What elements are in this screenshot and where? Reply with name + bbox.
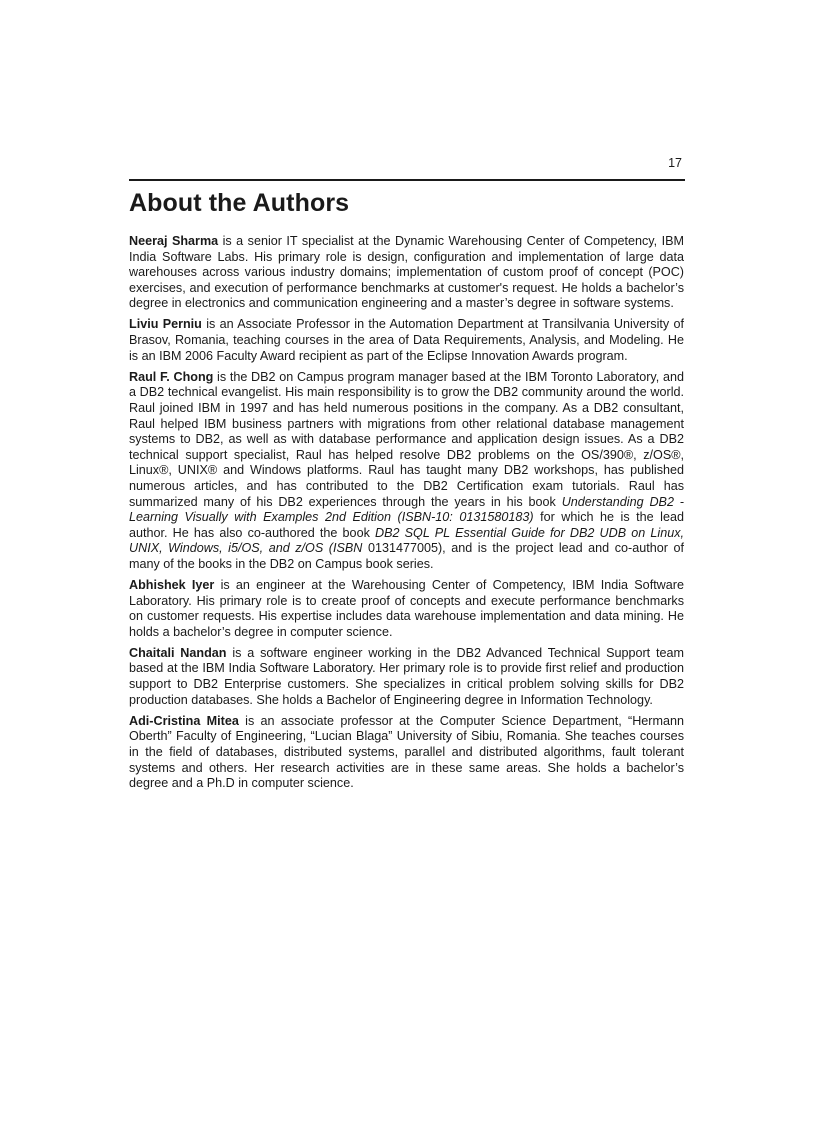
author-bio-text: for which he is the lead author. He has also co-authored the book: [129, 510, 684, 540]
header-rule: [129, 179, 685, 181]
bio-liviu-perniu: [129, 317, 684, 364]
author-bio-text: is a software engineer working in the DB2 Advanced Technical Support team based at the IBM India Software Laboratory. Her primary role is to provide first relief and production support to DB2 Enterprise customers. She specializes in critical problem solving skills for DB2 production databases. She holds a Bachelor of Engineering degree in Information Technology.: [129, 645, 684, 707]
author-bio-text: is the DB2 on Campus program manager based at the IBM Toronto Laboratory, and a DB2 technical evangelist. His main responsibility is to grow the DB2 community around the world. Raul joined IBM in 1997 and has held numerous positions in the company. As a DB2 consultant, Raul helped IBM business partners with migrations from other relational database management systems to DB2, as well as with database performance and application design issues. As a DB2 technical support specialist, Raul has helped resolve DB2 problems on the OS/390®, z/OS®, Linux®, UNIX® and Windows platforms. Raul has taught many DB2 workshops, has published numerous articles, and has contributed to the DB2 Certification exam tutorials. Raul has summarized many of his DB2 experiences through the years in his book: [129, 369, 684, 509]
book-title: Understanding DB2 - Learning Visually with Examples 2nd Edition (ISBN-10: 0131580183): [129, 494, 684, 525]
page-number: 17: [668, 156, 682, 170]
author-name: Chaitali Nandan: [129, 645, 227, 660]
author-bios: [129, 234, 684, 797]
bio-adi-cristina-mitea: [129, 714, 684, 792]
author-name: Liviu Perniu: [129, 317, 202, 332]
page-title: About the Authors: [129, 189, 350, 217]
author-bio-text: is an Associate Professor in the Automation Department at Transilvania University of Brasov, Romania, teaching courses in the area of Data Requirements, Analysis, and Modeling. He is an IBM 2006 Faculty Award recipient as part of the Eclipse Innovation Awards program.: [129, 317, 685, 363]
author-bio-text: 0131477005), and is the project lead and co-author of many of the books in the DB2 on Campus book series.: [129, 541, 684, 571]
book-title: DB2 SQL PL Essential Guide for DB2 UDB on Linux, UNIX, Windows, i5/OS, and z/OS (ISBN: [129, 525, 684, 556]
author-bio-text: is an associate professor at the Computer Science Department, “Hermann Oberth” Faculty of Engineering, “Lucian Blaga” University of Sibiu, Romania. She teaches courses in the field of databases, distributed systems, parallel and distributed algorithms, fault tolerant systems and others. Her research activities are in these same areas. She holds a bachelor’s degree and a Ph.D in computer science.: [129, 713, 685, 791]
bio-raul-chong: [129, 370, 684, 573]
author-name: Neeraj Sharma: [129, 234, 219, 248]
bio-neeraj-sharma: [129, 234, 684, 312]
author-name: Raul F. Chong: [129, 369, 214, 384]
author-name: Adi-Cristina Mitea: [129, 713, 239, 728]
author-bio-text: is an engineer at the Warehousing Center of Competency, IBM India Software Laboratory. His primary role is to create proof of concepts and execute performance benchmarks on customer requests. His expertise includes data warehouse implementation and data mining. He holds a bachelor’s degree in computer science.: [129, 577, 684, 639]
bio-abhishek-iyer: [129, 578, 684, 640]
author-bio-text: is a senior IT specialist at the Dynamic Warehousing Center of Competency, IBM India Software Labs. His primary role is design, configuration and implementation of large data warehouses across various industry domains; implementation of custom proof of concept (POC) exercises, and execution of performance benchmarks at customer's request. He holds a bachelor’s degree in electronics and communication engineering and a master’s degree in software systems.: [129, 234, 684, 311]
author-name: Abhishek Iyer: [129, 577, 215, 592]
bio-chaitali-nandan: [129, 646, 684, 708]
